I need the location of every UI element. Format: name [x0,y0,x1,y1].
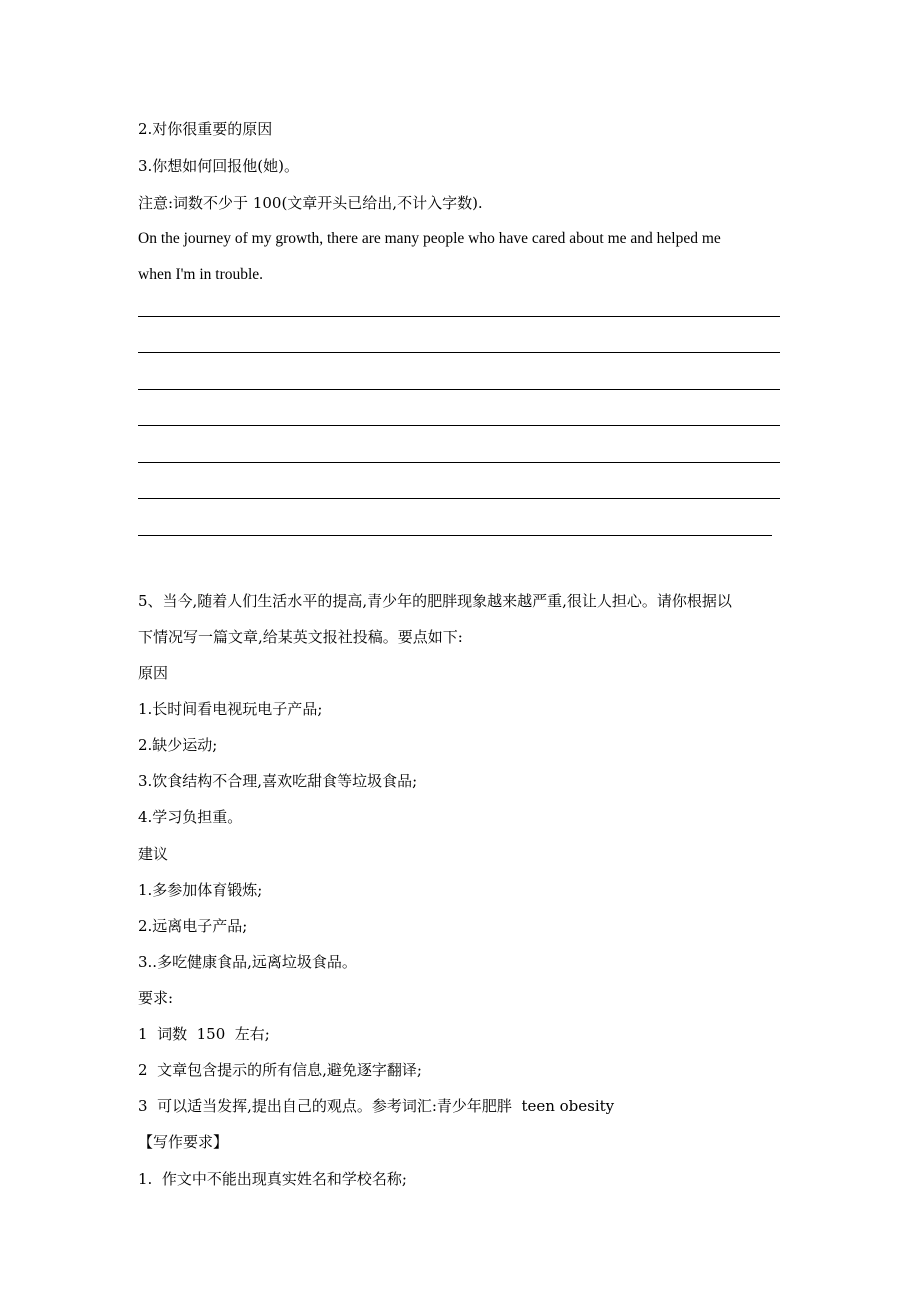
demand-item: 1 词数 150 左右; [138,1025,270,1043]
word-count-note: 注意:词数不少于 100(文章开头已给出,不计入字数). [138,194,483,212]
answer-line [138,498,780,499]
requirement-item-2: 2.对你很重要的原因 [138,120,273,138]
suggestion-item: 2.远离电子产品; [138,917,248,935]
task5-intro-line-1: 5、当今,随着人们生活水平的提高,青少年的肥胖现象越来越严重,很让人担心。请你根据以 [138,592,732,610]
reasons-heading: 原因 [138,664,169,682]
suggestion-item: 3..多吃健康食品,远离垃圾食品。 [138,953,357,971]
suggestions-heading: 建议 [138,845,169,863]
reason-item: 3.饮食结构不合理,喜欢吃甜食等垃圾食品; [138,772,418,790]
writing-requirement-item: 1. 作文中不能出现真实姓名和学校名称; [138,1170,407,1188]
answer-line [138,425,780,426]
demand-item: 2 文章包含提示的所有信息,避免逐字翻译; [138,1061,422,1079]
essay-opening-line-2: when I'm in trouble. [138,266,264,283]
demands-heading: 要求: [138,989,174,1007]
answer-line [138,316,780,317]
answer-line [138,352,780,353]
requirement-item-3: 3.你想如何回报他(她)。 [138,157,300,175]
task5-intro-line-2: 下情况写一篇文章,给某英文报社投稿。要点如下: [138,628,463,646]
suggestion-item: 1.多参加体育锻炼; [138,881,263,899]
writing-requirements-heading: 【写作要求】 [138,1133,229,1151]
reason-item: 1.长时间看电视玩电子产品; [138,700,323,718]
reason-item: 2.缺少运动; [138,736,218,754]
answer-line [138,462,780,463]
reason-item: 4.学习负担重。 [138,808,243,826]
answer-line [138,535,772,536]
answer-line [138,389,780,390]
demand-item: 3 可以适当发挥,提出自己的观点。参考词汇:青少年肥胖 teen obesity [138,1097,615,1115]
essay-opening-line-1: On the journey of my growth, there are many people who have cared about me and helped me [138,230,721,247]
